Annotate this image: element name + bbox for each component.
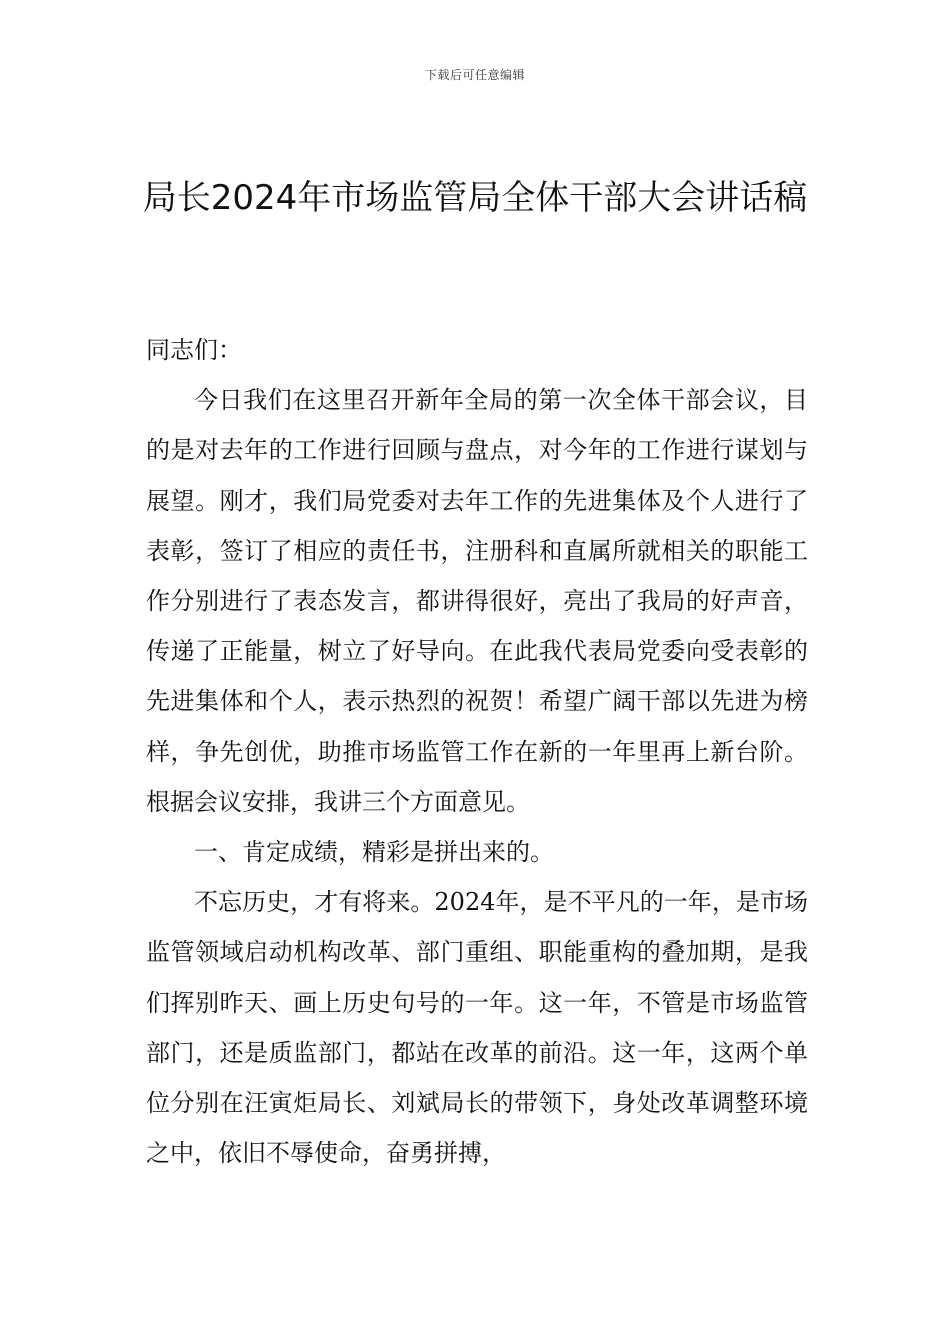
document-title: 局长2024年市场监管局全体干部大会讲话稿 [142, 178, 808, 218]
document-body [146, 325, 808, 1178]
section-heading: 一、肯定成绩，精彩是拼出来的。 [194, 838, 554, 867]
paragraph: 今日我们在这里召开新年全局的第一次全体干部会议，目的是对去年的工作进行回顾与盘点，对今年的工作进行谋划与展望。刚才，我们局党委对去年工作的先进集体及个人进行了表彰，签订了相应的责任书，注册科和直属所就相关的职能工作分别进行了表态发言，都讲得很好，亮出了我局的好声音，传递了正能量，树立了好导向。在此我代表局党委向受表彰的先进集体和个人，表示热烈的祝贺！希望广阔干部以先进为榜样，争先创优，助推市场监管工作在新的一年里再上新台阶。根据会议安排，我讲三个方面意见。 [146, 386, 808, 816]
salutation: 同志们： [146, 336, 242, 364]
paragraph: 不忘历史，才有将来。2024年，是不平凡的一年，是市场监管领域启动机构改革、部门重组、职能重构的叠加期，是我们挥别昨天、画上历史句号的一年。这一年，不管是市场监管部门，还是质监部门，都站在改革的前沿。这一年，这两个单位分别在汪寅炬局长、刘斌局长的带领下，身处改革调整环境之中，依旧不辱使命，奋勇拼搏， [146, 888, 808, 1168]
header-note: 下载后可任意编辑 [424, 68, 525, 82]
